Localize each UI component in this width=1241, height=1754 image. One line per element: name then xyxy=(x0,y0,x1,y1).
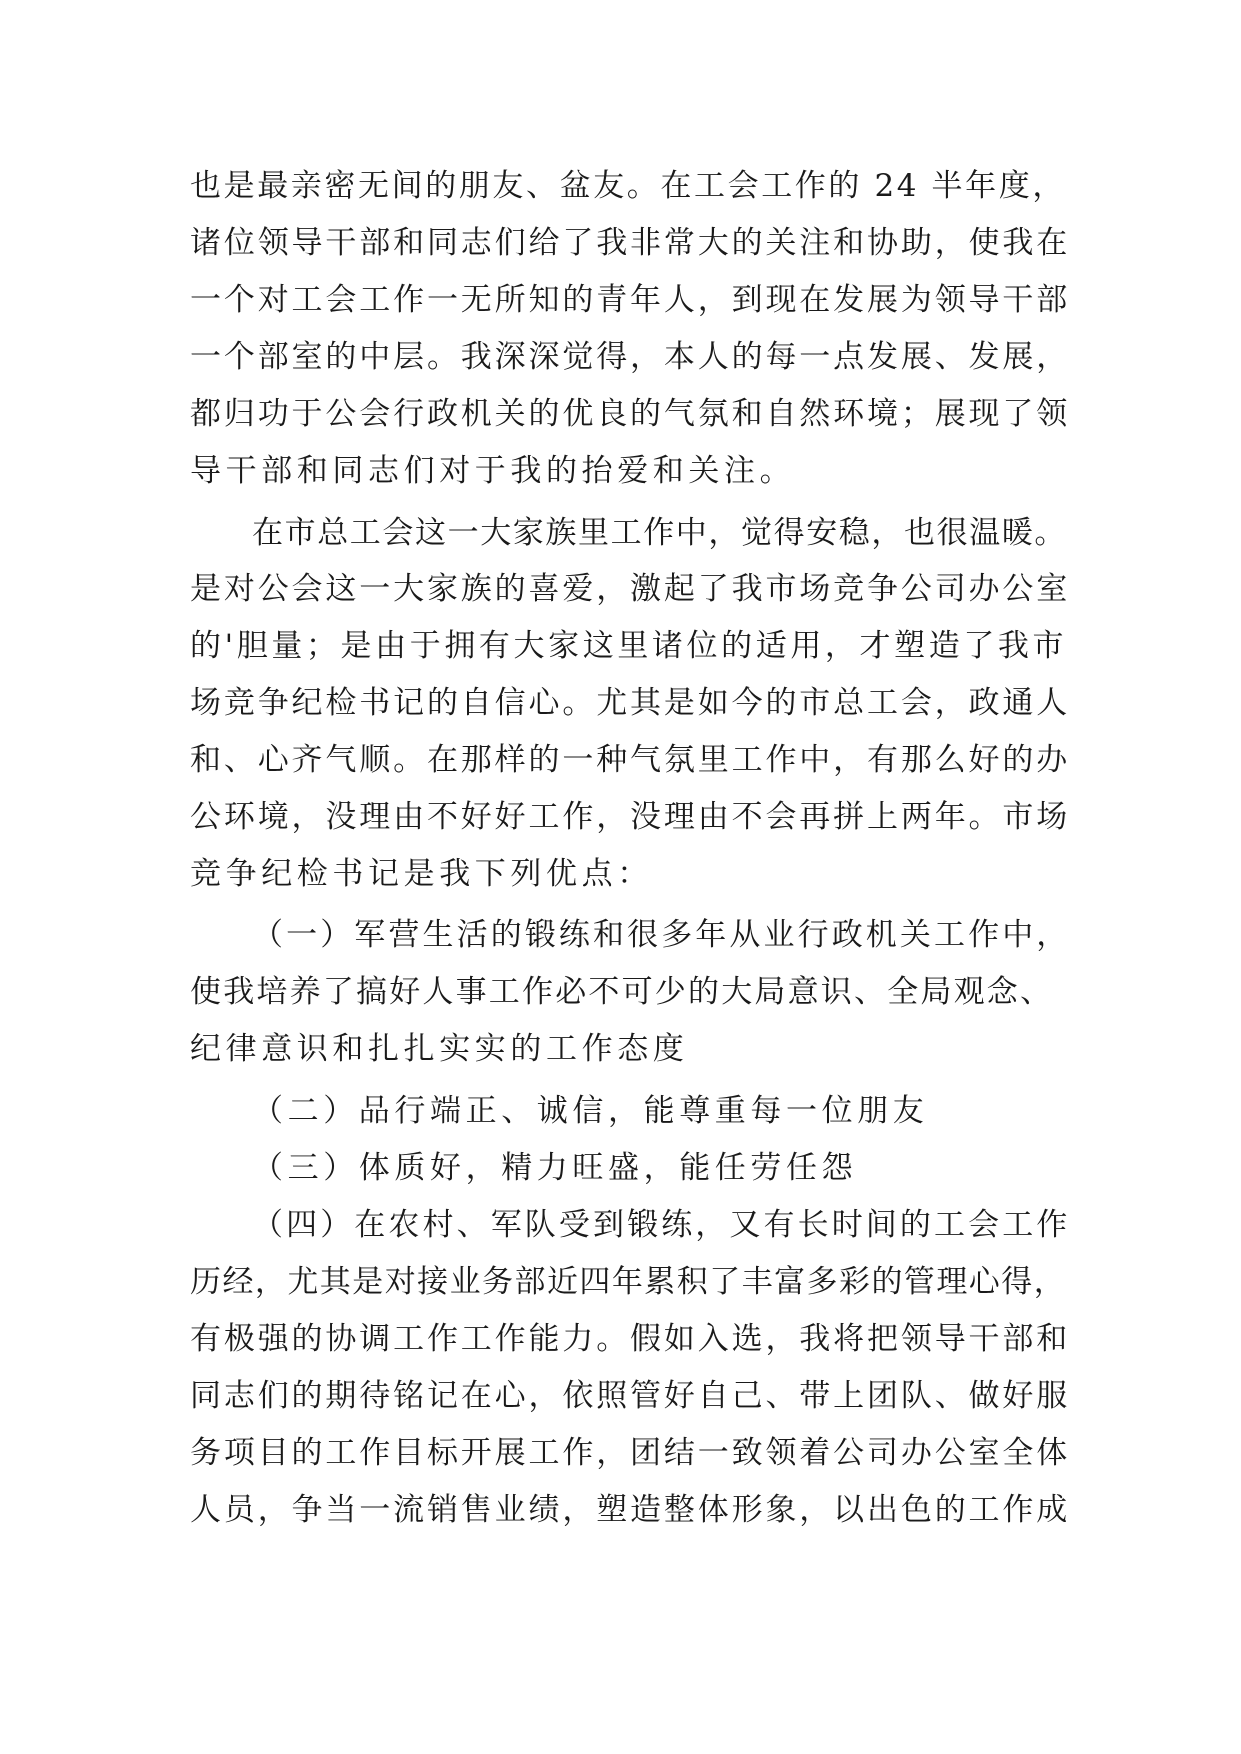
text-line: 历经，尤其是对接业务部近四年累积了丰富多彩的管理心得， xyxy=(190,1264,1067,1300)
text-line: 也是最亲密无间的朋友、盆友。在工会工作的 24 半年度， xyxy=(190,168,1066,204)
list-item-2: （二）品行端正、诚信，能尊重每一位朋友 xyxy=(252,1093,929,1129)
list-item-3: （三）体质好，精力旺盛，能任劳任怨 xyxy=(252,1150,858,1186)
text-line: 场竞争纪检书记的自信心。尤其是如今的市总工会，政通人 xyxy=(190,685,1071,721)
text-line: 公环境，没理由不好好工作，没理由不会再拼上两年。市场 xyxy=(190,799,1071,835)
text-line: 是对公会这一大家族的喜爱，激起了我市场竞争公司办公室 xyxy=(190,571,1071,607)
text-line: 和、心齐气顺。在那样的一种气氛里工作中，有那么好的办 xyxy=(190,742,1071,778)
paragraph-first-line: 在市总工会这一大家族里工作中，觉得安稳，也很温暖。 xyxy=(252,515,1067,551)
text-line: 纪律意识和扎扎实实的工作态度 xyxy=(190,1031,689,1067)
text-line: 诸位领导干部和同志们给了我非常大的关注和协助，使我在 xyxy=(190,225,1071,261)
text-line: 竞争纪检书记是我下列优点： xyxy=(190,856,653,892)
text-line: 同志们的期待铭记在心，依照管好自己、带上团队、做好服 xyxy=(190,1378,1071,1414)
text-line: 一个部室的中层。我深深觉得，本人的每一点发展、发展， xyxy=(190,339,1071,375)
text-line: 都归功于公会行政机关的优良的气氛和自然环境；展现了领 xyxy=(190,396,1071,432)
list-item-1: （一）军营生活的锻练和很多年从业行政机关工作中， xyxy=(252,917,1071,953)
text-line: 有极强的协调工作工作能力。假如入选，我将把领导干部和 xyxy=(190,1321,1071,1357)
text-line: 的'胆量；是由于拥有大家这里诸位的适用，才塑造了我市 xyxy=(190,628,1068,664)
text-line: 导干部和同志们对于我的抬爱和关注。 xyxy=(190,453,796,489)
text-line: 使我培养了搞好人事工作必不可少的大局意识、全局观念、 xyxy=(190,974,1054,1010)
text-line: 一个对工会工作一无所知的青年人，到现在发展为领导干部 xyxy=(190,282,1071,318)
text-line: 务项目的工作目标开展工作，团结一致领着公司办公室全体 xyxy=(190,1435,1071,1471)
text-line: 人员，争当一流销售业绩，塑造整体形象，以出色的工作成 xyxy=(190,1492,1071,1528)
list-item-4: （四）在农村、军队受到锻练，又有长时间的工会工作 xyxy=(252,1207,1071,1243)
